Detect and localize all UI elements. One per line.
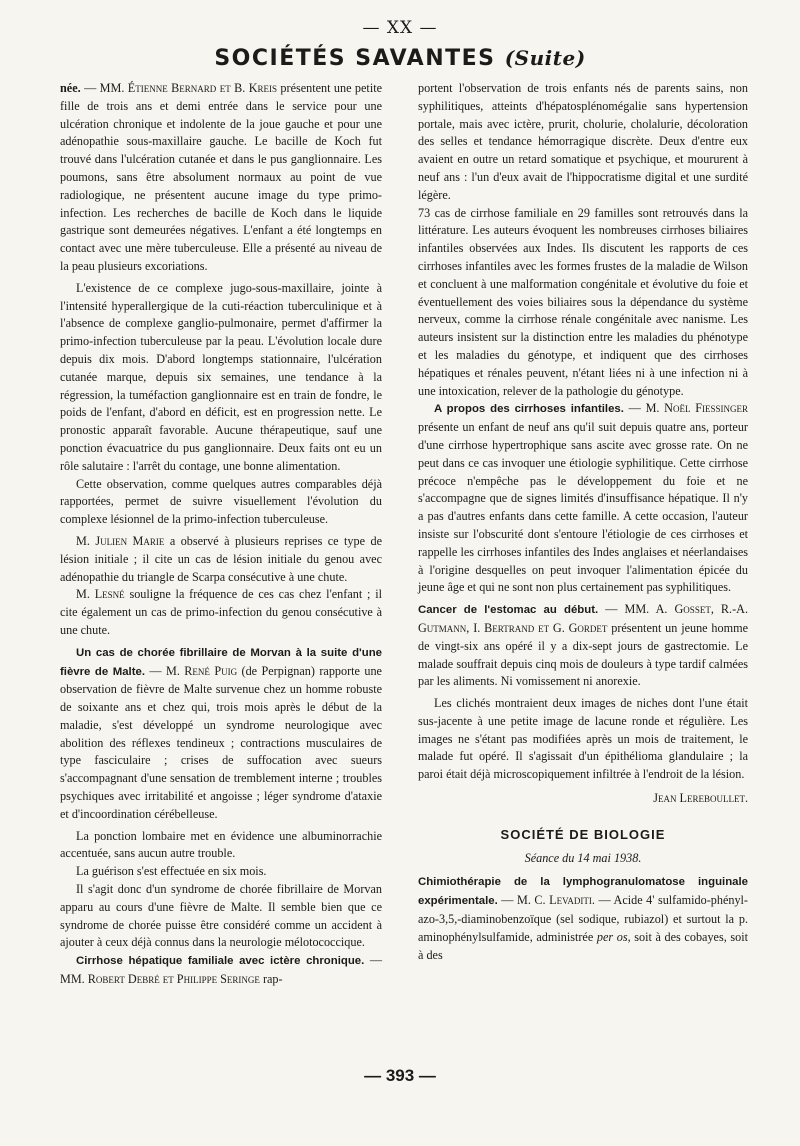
paragraph-text: rap- <box>259 972 283 987</box>
paragraph <box>418 873 748 964</box>
author-names: M. Lesné <box>76 587 125 602</box>
paragraph: L'existence de ce complexe jugo-sous-maxillaire, jointe à l'intensité hyperallergique de la cuti-réaction tuberculinique et à l'absence de complexe ganglio-pulmonaire, permet d'affirmer la primo-infection tuberculeuse par la peau. L'évolution locale dure depuis dix mois. D'abord longtemps stationnaire, l'ulcération cutanée marque, depuis six semaines, une tendance à la régression, la tuméfaction ganglionnaire est en train de fondre, le poids de l'enfant, d'abord en déficit, est en progression nette. Le pronostic apparaît favorable. Aucune thérapeutique, sauf une ponction évacuatrice du pus ganglionnaire. Deux faits ont eu un rôle salutaire : l'arrêt du contage, une bonne alimentation. <box>60 280 382 473</box>
article-rubric: Cancer de l'estomac au début. <box>418 604 599 617</box>
seance-date: Séance du 14 mai 1938. <box>524 850 642 865</box>
right-column <box>418 80 748 964</box>
italic-term: per os <box>596 929 628 944</box>
paragraph-text: souligne la fréquence de ces cas chez l'enfant ; il cite également un cas de primo-infection du genou consécutive à une chute. <box>60 587 382 637</box>
paragraph: 73 cas de cirrhose familiale en 29 familles sont retrouvés dans la littérature. Les auteurs évoquent les nombreuses cirrhoses biliaires infantiles observées aux Indes. Ils discutent les rapports de ces cirrhoses infantiles avec les formes frustes de la maladie de Wilson et concluent à une malformation congénitale et évolutive du foie et éventuellement des voies biliaires sous la dépendance du système nerveux, comme la cirrhose rénale congénitale avec nanisme. Les auteurs insistent sur la distinction entre les maladies du phénotype et les maladies du génotype, et indiquent que des cirrhoses hépatiques et rénales peuvent, n'étant liées ni à une infection ni à une intoxication, relever de la pathologie du génotype. <box>418 205 748 398</box>
author-names: — MM. Étienne Bernard et B. Kreis <box>84 81 278 95</box>
paragraph <box>418 601 748 691</box>
author-names: — M. C. Levaditi. <box>497 893 595 908</box>
lead-word: née. <box>60 81 81 95</box>
section-title <box>0 46 800 71</box>
section-title-text: SOCIÉTÉS SAVANTES <box>214 46 496 71</box>
article-rubric: Chimiothérapie de la lymphogranulomatose inguinale expérimentale. <box>418 876 748 908</box>
left-column <box>60 80 382 989</box>
author-names: M. Julien Marie <box>76 533 165 548</box>
paragraph-text: présentent une petite fille de trois ans et demi entrée dans le service pour une ulcération chronique et indolente de la joue gauche et pour une adénopathie sous-maxillaire gauche. Le bacille de Koch fut trouvé dans l'ulcération cutanée et dans le pus ganglionnaire. Les poumons, sans être absolument normaux au point de vue radiologique, ne présentent aucune image du type primo-infection. Les recherches de bacille de Koch dans le liquide gastrique sont demeurées négatives. L'enfant a été longtemps en contact avec une mère tuberculeuse. Elle a présenté au niveau de la peau plusieurs excoriations. <box>60 81 383 273</box>
paragraph <box>60 80 382 276</box>
paragraph <box>60 952 382 989</box>
paragraph: Il s'agit donc d'un syndrome de chorée fibrillaire de Morvan apparu au cours d'une fièvre de Malte. Il semble bien que ce syndrome de chorée puisse être considéré comme un accident à ajouter à ceux déjà connus dans la neurologie mélotococcique. <box>60 882 382 950</box>
author-names: — MM. Robert Debré et Philippe Seringe <box>60 953 382 987</box>
page-number: — 393 — <box>364 1066 436 1085</box>
article-rubric: Un cas de chorée fibrillaire de Morvan à la suite d'une fièvre de Malte. <box>60 646 382 678</box>
paragraph-text: présentent un jeune homme de vingt-six ans opéré il y a dix-sept jours de gastrectomie. Le malade souffrait depuis cinq mois de douleurs à type tardif calmées par les aliments. Ni vomissement ni anorexie. <box>418 620 748 689</box>
paragraph-text: — Acide 4' sulfamido-phényl-azo-3,5,-diaminobenzoïque (sel sodique, rubiazol) et surtout la p. aminophénylsulfamide, administrée <box>418 893 748 944</box>
author-names: — M. Noël Fiessinger <box>623 401 748 416</box>
paragraph: La ponction lombaire met en évidence une albuminorrachie accentuée, sans aucun autre trouble. <box>60 828 382 861</box>
paragraph-text: a observé à plusieurs reprises ce type de lésion initiale ; il cite un cas de lésion initiale du genou avec adénopathie du triangle de Scarpa consécutive à une chute. <box>60 533 382 584</box>
paragraph <box>60 644 382 824</box>
article-rubric: Cirrhose hépatique familiale avec ictère chronique. <box>76 955 365 968</box>
author-names: — M. René Puig <box>145 663 238 678</box>
running-head: — XX — <box>362 18 438 38</box>
section-title-suite: (Suite) <box>504 46 586 70</box>
paragraph-text: , soit à des cobayes, soit à des <box>418 929 748 962</box>
paragraph <box>60 533 382 586</box>
paragraph-text: présente un enfant de neuf ans qu'il suit depuis quatre ans, porteur d'une cirrhose hypertrophique sans ascite avec grosse rate. On ne peut dans ce cas invoquer une étiologie syphilitique. Cette cirrhose précoce n'empêche pas le développement du foie et ne s'accompagne que de signes limités d'insuffisance hépatique. Il n'y a pas d'autres enfants dans cette famille. A cette occasion, l'auteur insiste sur l'obscurité dont s'entoure l'étiologie de ces cirrhoses et rappelle les cirrhoses infantiles des Indes anglaises et néerlandaises à l'origine desquelles on peut invoquer l'alimentation épicée du jeune âge et qui ne sont non plus certainement pas syphilitiques. <box>418 420 748 595</box>
paragraph <box>60 586 382 639</box>
paragraph: La guérison s'est effectuée en six mois. <box>76 864 267 879</box>
signature: Jean Lereboullet. <box>653 791 748 806</box>
paragraph: Cette observation, comme quelques autres comparables déjà rapportées, permet de suivre visuellement l'évolution du complexe lésionnel de la primo-infection tuberculeuse. <box>60 476 382 527</box>
paragraph: Les clichés montraient deux images de niches dont l'une était sus-jacente à une petite image de lacune ronde et régulière. Les images ne s'étant pas modifiées après un mois de traitement, le malade fut opéré. Il s'agissait d'un épithélioma glandulaire ; la paroi était déjà microscopiquement infiltrée à l'endroit de la lésion. <box>418 696 748 782</box>
paragraph: portent l'observation de trois enfants nés de parents sains, non syphilitiques, atteints d'hépatosplénomégalie sans hypertension portale, mais avec ictère, prurit, cholurie, cholalurie, décoloration des selles et tendance hémorragique discrète. Deux d'entre eux avaient en outre un retard somatique et psychique, et moururent à neuf ans : l'un d'eux avait de l'hippocratisme digital et une surdité légère. <box>418 81 748 202</box>
paragraph <box>418 400 748 597</box>
article-rubric: A propos des cirrhoses infantiles. <box>434 403 624 416</box>
society-title: SOCIÉTÉ DE BIOLOGIE <box>500 826 666 842</box>
paragraph-text: (de Perpignan) rapporte une observation de fièvre de Malte survenue chez un homme robuste de soixante ans et chez qui, trois mois après le début de la maladie, s'est développé un syndrome neurologique avec abolition des réflexes tendineux ; contractions musculaires de type fasciculaire ; crises de suffocation avec sueurs s'accompagnant d'une sensation de tremblement interne ; troubles psychiques avec irritabilité et angoisse ; léger syndrome d'ataxie et d'incoordination cérébelleuse. <box>60 663 382 821</box>
author-names: — MM. A. Gosset, R.-A. Gutmann, I. Bertrand et G. Gordet <box>418 602 749 635</box>
